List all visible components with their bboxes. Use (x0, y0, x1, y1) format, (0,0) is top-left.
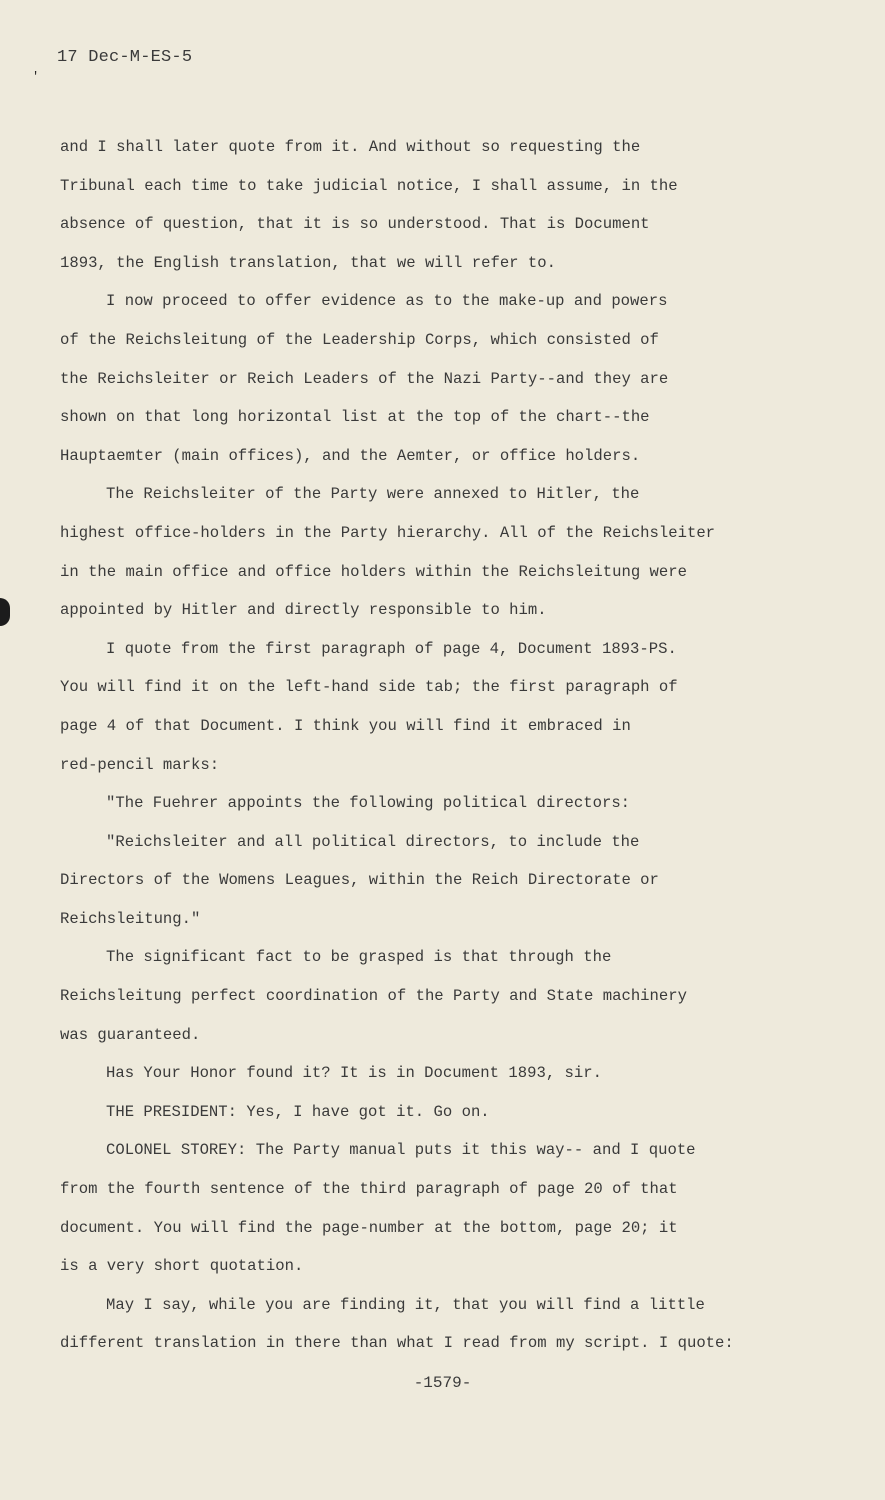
page-header-reference: 17 Dec-M-ES-5 (57, 48, 193, 67)
text-line: absence of question, that it is so understood. That is Document (60, 215, 650, 234)
text-line: red-pencil marks: (60, 755, 220, 774)
text-line: THE PRESIDENT: Yes, I have got it. Go on. (106, 1102, 490, 1121)
text-line: Hauptaemter (main offices), and the Aemter, or office holders. (60, 446, 641, 465)
punch-hole-mark (0, 598, 10, 626)
text-line: in the main office and office holders within the Reichsleitung were (60, 562, 687, 581)
text-line: The Reichsleiter of the Party were annexed to Hitler, the (106, 485, 640, 504)
text-line: from the fourth sentence of the third paragraph of page 20 of that (60, 1180, 678, 1199)
text-line: I now proceed to offer evidence as to the make-up and powers (106, 292, 668, 311)
text-line: and I shall later quote from it. And without so requesting the (60, 138, 641, 156)
text-line: was guaranteed. (60, 1025, 201, 1044)
text-line: You will find it on the left-hand side tab; the first paragraph of (60, 678, 678, 697)
text-line: Reichsleitung." (60, 909, 201, 928)
text-line: different translation in there than what I read from my script. I quote: (60, 1334, 734, 1353)
text-line: COLONEL STOREY: The Party manual puts it this way-- and I quote (106, 1141, 696, 1160)
text-line: Directors of the Womens Leagues, within the Reich Directorate or (60, 871, 659, 890)
text-line: is a very short quotation. (60, 1257, 304, 1276)
text-line: appointed by Hitler and directly responsible to him. (60, 601, 547, 620)
body-text (60, 128, 840, 1363)
text-line: the Reichsleiter or Reich Leaders of the Nazi Party--and they are (60, 369, 669, 388)
text-line: of the Reichsleitung of the Leadership Corps, which consisted of (60, 330, 659, 349)
text-line: The significant fact to be grasped is that through the (106, 948, 612, 967)
text-line: shown on that long horizontal list at the top of the chart--the (60, 408, 650, 427)
text-line: highest office-holders in the Party hierarchy. All of the Reichsleiter (60, 523, 716, 542)
text-line: 1893, the English translation, that we will refer to. (60, 253, 556, 272)
text-line: May I say, while you are finding it, that you will find a little (106, 1295, 705, 1314)
text-line: I quote from the first paragraph of page 4, Document 1893-PS. (106, 639, 677, 658)
text-line: Has Your Honor found it? It is in Document 1893, sir. (106, 1064, 602, 1083)
page-number: -1579- (413, 1374, 472, 1392)
text-line: "Reichsleiter and all political directors, to include the (106, 832, 640, 851)
text-line: page 4 of that Document. I think you will find it embraced in (60, 716, 631, 735)
text-line: "The Fuehrer appoints the following political directors: (106, 794, 631, 813)
text-line: document. You will find the page-number at the bottom, page 20; it (60, 1218, 678, 1237)
text-line: Tribunal each time to take judicial notice, I shall assume, in the (60, 176, 678, 195)
tick-mark: ' (32, 70, 40, 84)
text-line: Reichsleitung perfect coordination of the Party and State machinery (60, 987, 687, 1006)
